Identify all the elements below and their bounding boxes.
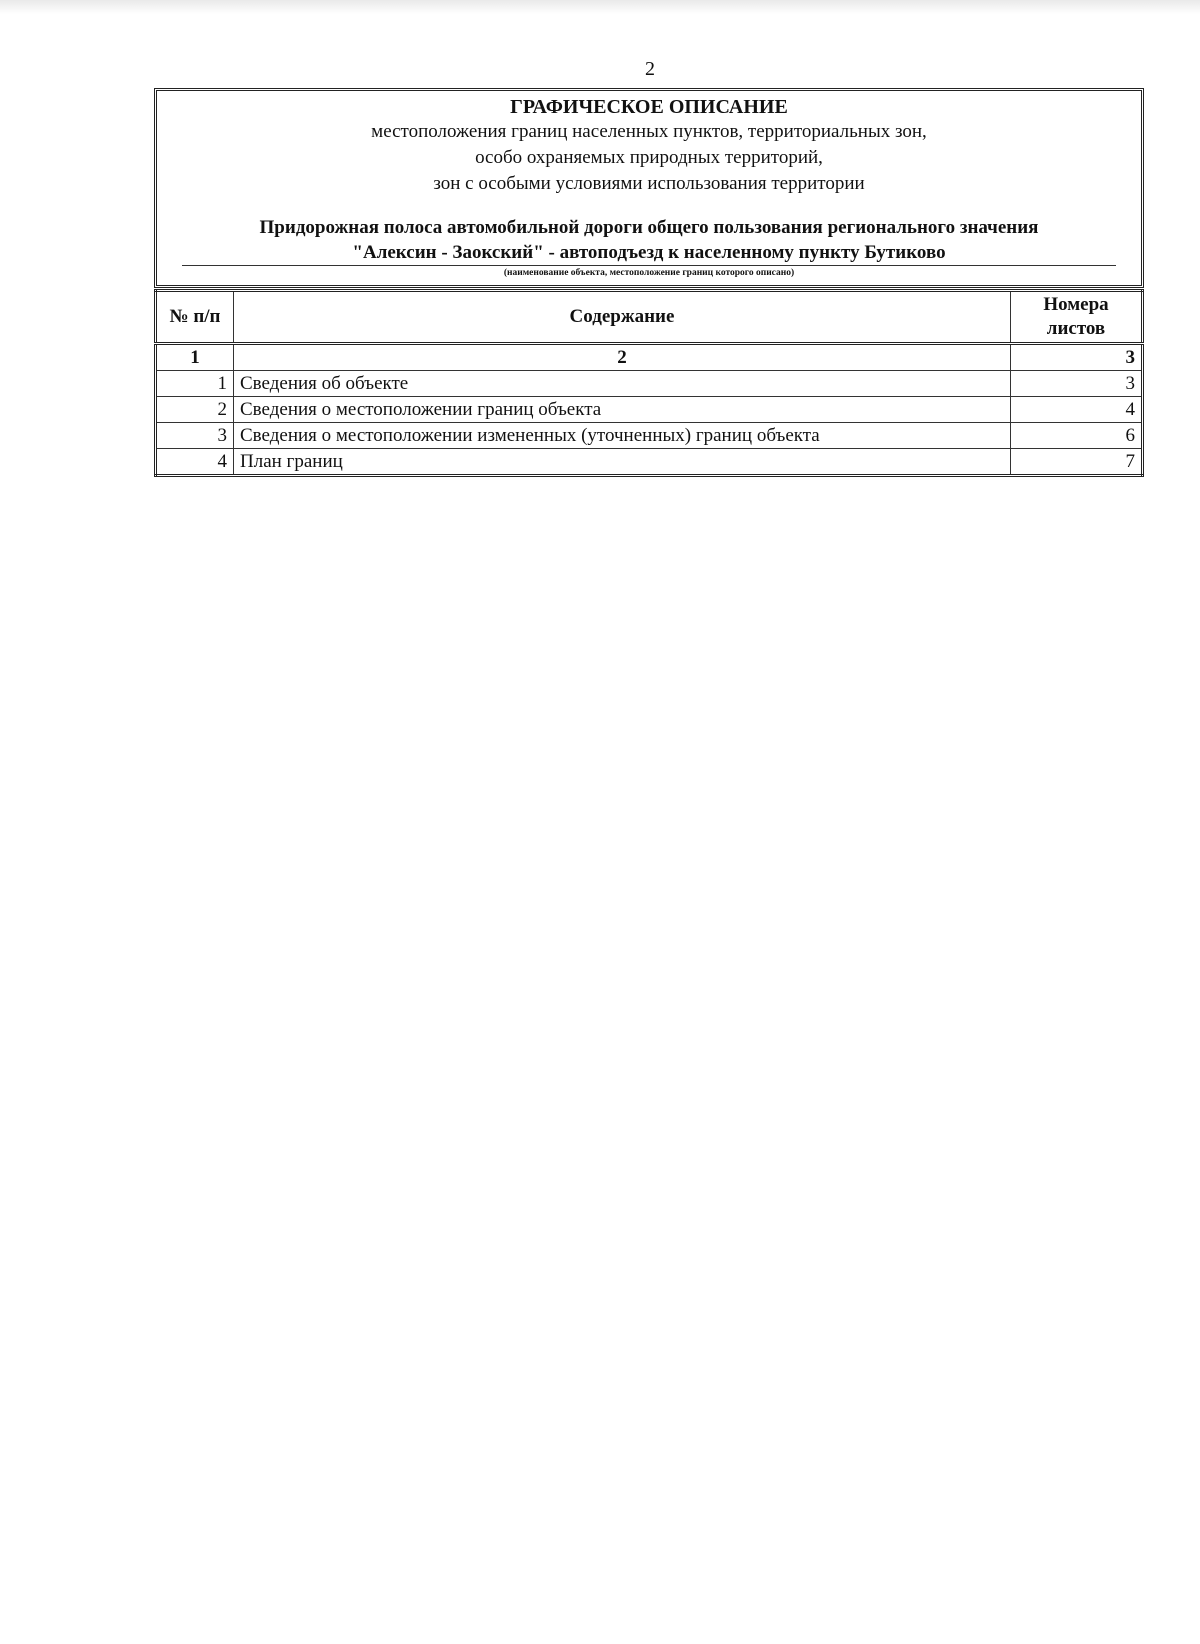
page-number: 2 — [645, 58, 655, 80]
row-sheet-number: 7 — [1011, 449, 1143, 476]
object-name-caption: (наименование объекта, местоположение границ которого описано) — [503, 268, 795, 278]
row-content: Сведения об объекте — [234, 371, 1011, 397]
column-header-content: Содержание — [234, 291, 1011, 344]
object-name-line-2: "Алексин - Заокский" - автоподъезд к населенному пункту Бутиково — [352, 242, 946, 263]
table-row — [156, 371, 1143, 397]
column-index-3: 3 — [1011, 344, 1143, 371]
object-name — [157, 215, 1141, 265]
table-row — [156, 449, 1143, 476]
row-content: План границ — [234, 449, 1011, 476]
document-title: ГРАФИЧЕСКОЕ ОПИСАНИЕ — [510, 96, 788, 118]
document-subtitle-line-1: местоположения границ населенных пунктов, территориальных зон, — [371, 121, 927, 142]
column-index-row — [156, 344, 1143, 371]
row-number: 4 — [156, 449, 234, 476]
row-content: Сведения о местоположении измененных (уточненных) границ объекта — [234, 423, 1011, 449]
column-index-1: 1 — [156, 344, 234, 371]
row-sheet-number: 4 — [1011, 397, 1143, 423]
contents-table — [154, 289, 1144, 477]
table-header-row — [156, 291, 1143, 344]
title-block — [154, 88, 1144, 288]
row-sheet-number: 3 — [1011, 371, 1143, 397]
row-sheet-number: 6 — [1011, 423, 1143, 449]
row-number: 1 — [156, 371, 234, 397]
object-name-line-1: Придорожная полоса автомобильной дороги общего пользования регионального значения — [259, 217, 1039, 238]
column-header-number: № п/п — [156, 291, 234, 344]
row-number: 2 — [156, 397, 234, 423]
row-content: Сведения о местоположении границ объекта — [234, 397, 1011, 423]
table-row — [156, 423, 1143, 449]
table-row — [156, 397, 1143, 423]
document-subtitle-line-2: особо охраняемых природных территорий, — [475, 147, 823, 168]
row-number: 3 — [156, 423, 234, 449]
column-header-sheets: Номера листов — [1011, 291, 1143, 344]
column-index-2: 2 — [234, 344, 1011, 371]
document-subtitle-line-3: зон с особыми условиями использования территории — [433, 173, 865, 194]
scan-edge-shadow — [0, 0, 1200, 14]
